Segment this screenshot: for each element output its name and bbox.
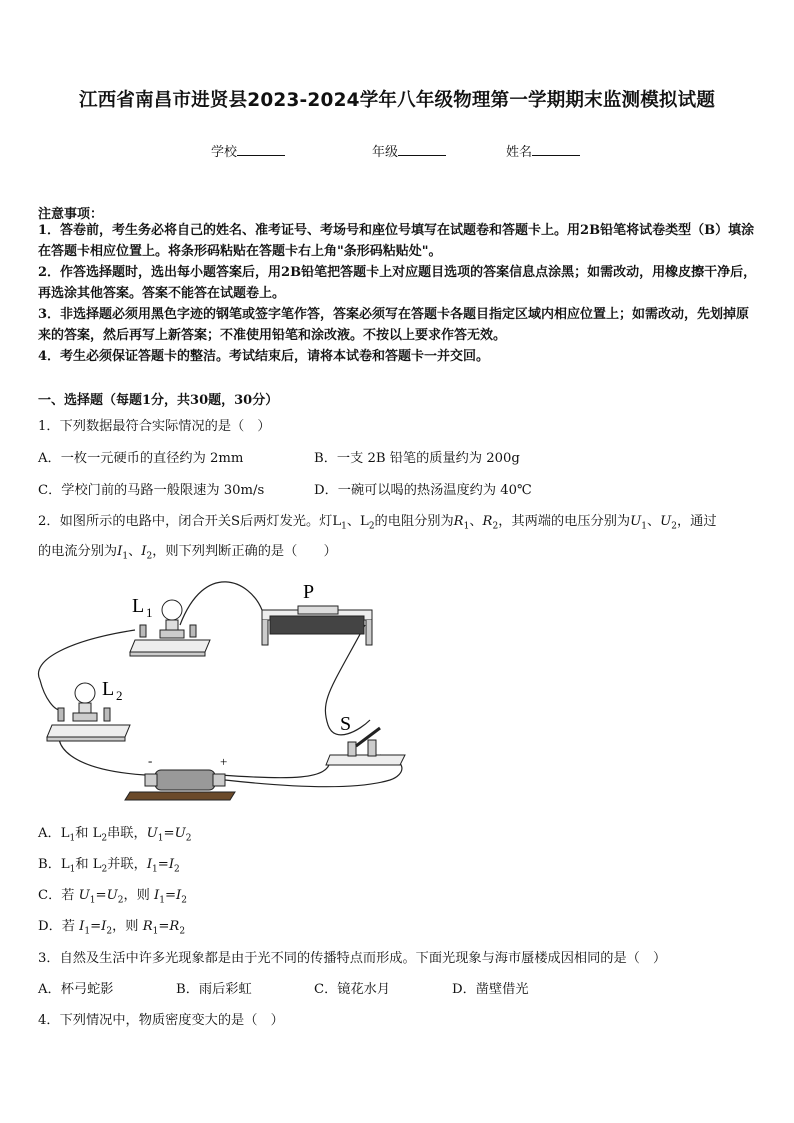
q2-stem-line2: 的电流分别为$I_1$、$I_2$，则下列判断正确的是（ ） bbox=[38, 544, 337, 562]
notice-item-4: 4．考生必须保证答题卡的整洁。考试结束后，请将本试卷和答题卡一并交回。 bbox=[38, 349, 490, 364]
q1-option-a[interactable]: A．一枚一元硬币的直径约为 2mm bbox=[38, 451, 244, 466]
q2-stem-line1: 2．如图所示的电路中，闭合开关S后两灯发光。灯$L_1$、$L_2$的电阻分别为$R_1$、$R_2$，其两端的电压分别为$U_1$、$U_2$，通过 bbox=[38, 514, 717, 532]
lamp-l1-sub: 1 bbox=[146, 605, 153, 620]
lamp-l1-label: L bbox=[132, 595, 145, 617]
q3-stem: 3．自然及生活中许多光现象都是由于光不同的传播特点而形成。下面光现象与海市蜃楼成因相同的是（ ） bbox=[38, 951, 667, 966]
q3-option-d[interactable]: D．凿壁借光 bbox=[452, 982, 529, 997]
circuit-diagram bbox=[30, 570, 430, 805]
lamp-l2-sub: 2 bbox=[116, 688, 123, 703]
battery-minus: - bbox=[148, 753, 153, 768]
grade-label: 年级 bbox=[372, 145, 399, 160]
q1-stem: 1．下列数据最符合实际情况的是（ ） bbox=[38, 419, 271, 434]
school-field[interactable] bbox=[211, 141, 285, 160]
q3-option-a[interactable]: A．杯弓蛇影 bbox=[38, 982, 114, 997]
switch bbox=[326, 728, 405, 765]
lamp-l2-label: L bbox=[102, 678, 115, 700]
rheostat bbox=[262, 606, 372, 645]
q2-option-c[interactable]: C．若 $U_1=U_2$，则 $I_1=I_2$ bbox=[38, 888, 187, 906]
switch-label-s: S bbox=[340, 713, 352, 735]
notice-heading: 注意事项： bbox=[38, 207, 104, 222]
q3-option-b[interactable]: B．雨后彩虹 bbox=[176, 982, 252, 997]
q2-option-d[interactable]: D．若 $I_1=I_2$，则 $R_1=R_2$ bbox=[38, 919, 186, 937]
q4-stem: 4．下列情况中，物质密度变大的是（ ） bbox=[38, 1013, 284, 1028]
grade-field[interactable] bbox=[372, 141, 446, 160]
name-label: 姓名 bbox=[506, 145, 533, 160]
rheostat-label-p: P bbox=[303, 581, 315, 603]
q1-option-b[interactable]: B．一支 2B 铅笔的质量约为 200g bbox=[314, 451, 520, 466]
q1-option-c[interactable]: C．学校门前的马路一般限速为 30m/s bbox=[38, 483, 265, 498]
q1-option-d[interactable]: D．一碗可以喝的热汤温度约为 40℃ bbox=[314, 483, 532, 498]
notice-item-3: 3．非选择题必须用黑色字迹的钢笔或签字笔作答，答案必须写在答题卡各题目指定区域内相应位置上；如需改动，先划掉原来的答案，然后再写上新答案；不准使用铅笔和涂改液。不按以上要求作答无效。 bbox=[38, 307, 750, 343]
school-label: 学校 bbox=[211, 145, 238, 160]
notice-item-1: 1．答卷前，考生务必将自己的姓名、准考证号、考场号和座位号填写在试题卷和答题卡上。用2B铅笔将试卷类型（B）填涂在答题卡相应位置上。将条形码粘贴在答题卡右上角"条形码粘贴处"。 bbox=[38, 223, 755, 259]
name-field[interactable] bbox=[506, 141, 580, 160]
q2-option-a[interactable]: A．$L_1$和 $L_2$串联，$U_1=U_2$ bbox=[38, 826, 192, 844]
section-heading: 一、选择题（每题1分，共30题，30分） bbox=[38, 393, 279, 408]
q2-option-b[interactable]: B．$L_1$和 $L_2$并联，$I_1=I_2$ bbox=[38, 857, 180, 875]
page-title: 江西省南昌市进贤县2023-2024学年八年级物理第一学期期末监测模拟试题 bbox=[78, 90, 716, 111]
q3-option-c[interactable]: C．镜花水月 bbox=[314, 982, 391, 997]
battery-plus: + bbox=[220, 754, 228, 769]
notice-item-2: 2．作答选择题时，选出每小题答案后，用2B铅笔把答题卡上对应题目选项的答案信息点涂黑；如需改动，用橡皮擦干净后，再选涂其他答案。答案不能答在试题卷上。 bbox=[38, 265, 757, 301]
